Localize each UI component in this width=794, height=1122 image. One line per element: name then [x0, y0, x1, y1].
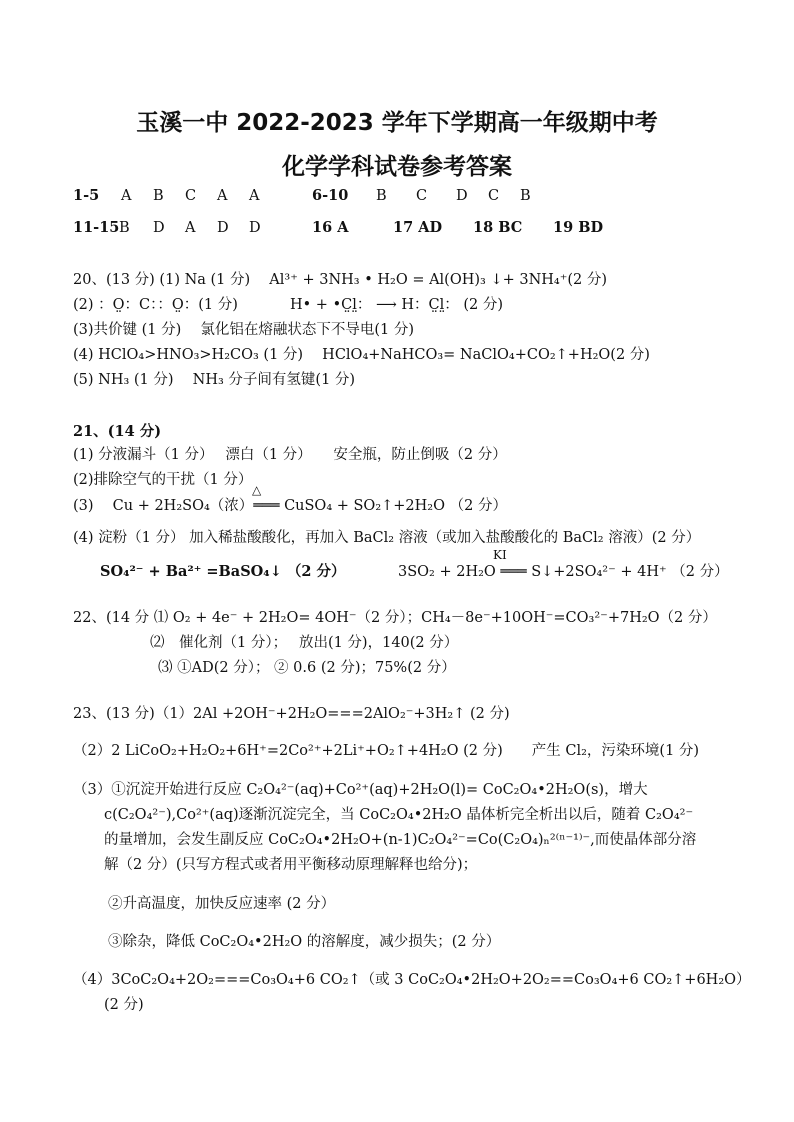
q23-line-8: ③除杂，降低 CoC₂O₄•2H₂O 的溶解度，减少损失；(2 分） — [108, 934, 501, 950]
mc-answer: D — [217, 220, 229, 236]
mc-answer: B — [153, 188, 164, 204]
page-title-line1: 玉溪一中 2022-2023 学年下学期高一年级期中考 — [136, 110, 658, 136]
mc-answer-17: 17 AD — [393, 219, 443, 236]
mc-answer: D — [456, 188, 468, 204]
q23-line-2: （2）2 LiCoO₂+H₂O₂+6H⁺=2Co²⁺+2Li⁺+O₂↑+4H₂O (2 分) 产生 Cl₂，污染环境(1 分) — [73, 743, 700, 759]
q20-line-2: (2) ：O̤：C：：O̤：(1 分) — [73, 297, 238, 313]
mc-answer-16: 16 A — [312, 219, 349, 236]
q21-line-3: (3) Cu + 2H₂SO₄（浓）═══ CuSO₄ + SO₂↑+2H₂O （2 分） — [73, 498, 507, 514]
mc-answer-18: 18 BC — [473, 219, 523, 236]
mc-answer: D — [153, 220, 165, 236]
q23-line-9: （4）3CoC₂O₄+2O₂===Co₃O₄+6 CO₂↑（或 3 CoC₂O₄•2H₂O+2O₂==Co₃O₄+6 CO₂↑+6H₂O） — [73, 972, 751, 988]
q23-line-6: 解（2 分）(只写方程式或者用平衡移动原理解释也给分)； — [104, 857, 478, 873]
q21-heading: 21、(14 分) — [73, 423, 162, 440]
q23-line-10: (2 分) — [104, 997, 144, 1013]
mc-answer: D — [249, 220, 261, 236]
q23-line-7: ②升高温度，加快反应速率 (2 分） — [108, 896, 336, 912]
mc-answer-19: 19 BD — [553, 219, 604, 236]
q21-line-2: (2)排除空气的干扰（1 分） — [73, 472, 253, 488]
q23-line-5: 的量增加，会发生副反应 CoC₂O₄•2H₂O+(n-1)C₂O₄²⁻=Co(C₂O₄)ₙ²⁽ⁿ⁻¹⁾⁻,而使晶体部分溶 — [104, 832, 697, 848]
mc-answer: A — [121, 188, 132, 204]
mc-answer: B — [119, 220, 130, 236]
q21-ki-condition: KI — [493, 548, 507, 562]
page-title-line2: 化学学科试卷参考答案 — [282, 154, 512, 180]
mc-label-1-5: 1-5 — [73, 187, 100, 204]
q20-line-4: (4) HClO₄>HNO₃>H₂CO₃ (1 分) HClO₄+NaHCO₃= NaClO₄+CO₂↑+H₂O(2 分) — [73, 347, 650, 363]
mc-answer: C — [488, 188, 500, 204]
q23-line-4: c(C₂O₄²⁻),Co²⁺(aq)逐渐沉淀完全，当 CoC₂O₄•2H₂O 晶体析完全析出以后，随着 C₂O₄²⁻ — [104, 807, 694, 823]
q22-line-2: ⑵ 催化剂（1 分）； 放出(1 分)，140(2 分） — [150, 635, 459, 651]
mc-answer: B — [520, 188, 531, 204]
mc-answer: C — [416, 188, 428, 204]
q23-line-3: （3）①沉淀开始进行反应 C₂O₄²⁻(aq)+Co²⁺(aq)+2H₂O(l)= CoC₂O₄•2H₂O(s)，增大 — [73, 782, 648, 798]
q22-line-1: 22、(14 分 ⑴ O₂ + 4e⁻ + 2H₂O= 4OH⁻（2 分）；CH₄－8e⁻+10OH⁻=CO₃²⁻+7H₂O（2 分） — [73, 610, 717, 626]
q20-line-5: (5) NH₃ (1 分) NH₃ 分子间有氢键(1 分) — [73, 372, 356, 388]
mc-answer: A — [249, 188, 260, 204]
mc-answer: B — [376, 188, 387, 204]
q21-line-4: (4) 淀粉（1 分） 加入稀盐酸酸化，再加入 BaCl₂ 溶液（或加入盐酸酸化的 BaCl₂ 溶液）(2 分） — [73, 530, 701, 546]
q22-line-3: ⑶ ①AD(2 分）； ② 0.6 (2 分)；75%(2 分） — [158, 660, 456, 676]
mc-label-11-15: 11-15 — [73, 219, 120, 236]
mc-answer: C — [185, 188, 197, 204]
q20-line-1: 20、(13 分) (1) Na (1 分) Al³⁺ + 3NH₃ • H₂O = Al(OH)₃ ↓+ 3NH₄⁺(2 分) — [73, 272, 608, 288]
mc-label-6-10: 6-10 — [312, 187, 349, 204]
mc-answer: A — [217, 188, 228, 204]
q23-line-1: 23、(13 分)（1）2Al +2OH⁻+2H₂O===2AlO₂⁻+3H₂↑ (2 分) — [73, 706, 510, 722]
q20-electron-formula: H• + •C̤l̤： ⟶ H：C̤l̤： (2 分) — [290, 297, 503, 313]
q21-line-5a: SO₄²⁻ + Ba²⁺ =BaSO₄↓ （2 分） — [100, 563, 346, 580]
q21-line-5b: 3SO₂ + 2H₂O ═══ S↓+2SO₄²⁻ + 4H⁺ （2 分） — [398, 564, 729, 580]
q20-line-3: (3)共价键 (1 分) 氯化铝在熔融状态下不导电(1 分) — [73, 322, 415, 338]
q21-line-1: (1) 分液漏斗（1 分） 漂白（1 分） 安全瓶，防止倒吸（2 分） — [73, 447, 507, 463]
q21-heat-condition: △ — [252, 483, 262, 497]
mc-answer: A — [185, 220, 196, 236]
